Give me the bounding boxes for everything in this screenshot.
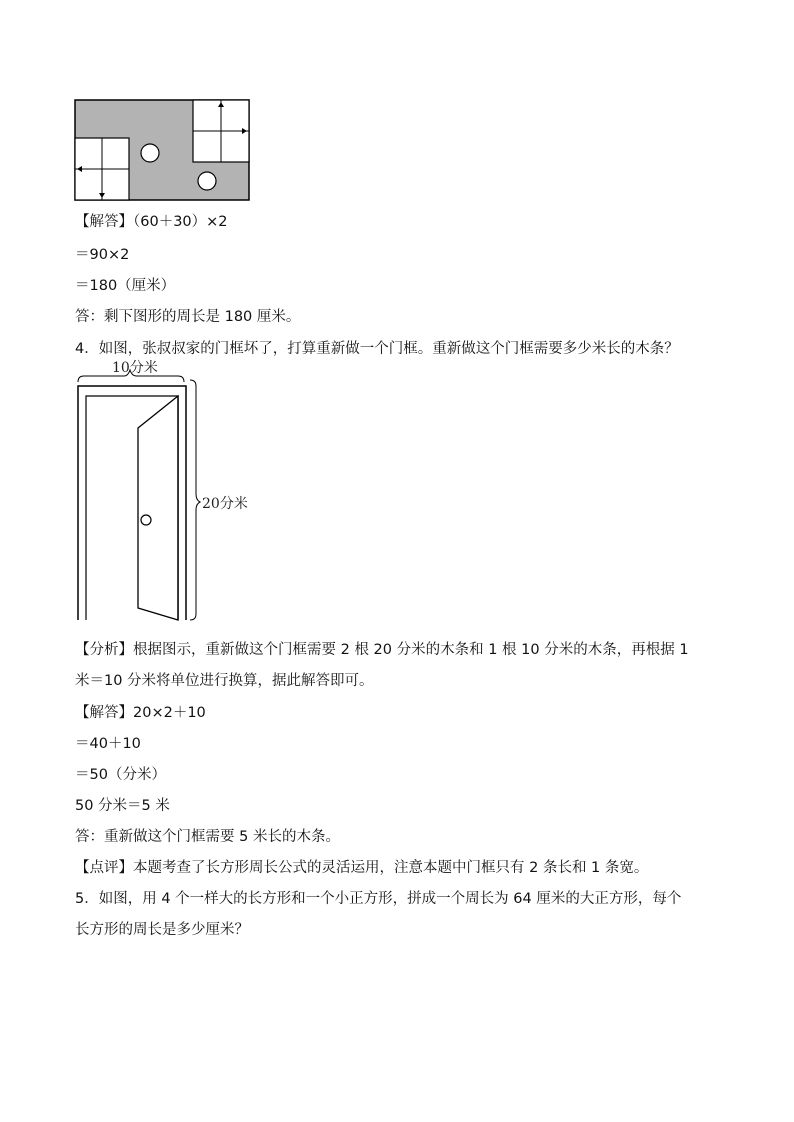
prev-answer-line1: 【解答】（60＋30）×2 [75, 214, 228, 230]
q4-answer-line4: 50 分米＝5 米 [75, 798, 170, 814]
prev-answer-line2: ＝90×2 [75, 247, 130, 263]
height-label: 20分米 [202, 496, 248, 512]
height-brace [190, 380, 200, 620]
circle-hole [198, 172, 216, 190]
analysis-line1: 【分析】根据图示，重新做这个门框需要 2 根 20 分米的木条和 1 根 10 分米的木条，再根据 1 [75, 642, 689, 658]
answer-label: 【解答】 [75, 705, 133, 721]
question-4: 4．如图，张叔叔家的门框坏了，打算重新做一个门框。重新做这个门框需要多少米长的木条？ [75, 341, 679, 357]
q4-answer-line1: 【解答】20×2＋10 [75, 705, 206, 721]
analysis-line2: 米＝10 分米将单位进行换算，据此解答即可。 [75, 673, 374, 689]
comment-line: 【点评】本题考查了长方形周长公式的灵活运用，注意本题中门框只有 2 条长和 1 条宽。 [75, 860, 649, 876]
width-label: 10分米 [112, 360, 158, 376]
comment-label: 【点评】 [75, 860, 133, 876]
q4-answer-line2: ＝40＋10 [75, 736, 141, 752]
prev-answer-final: 答：剩下图形的周长是 180 厘米。 [75, 309, 301, 325]
prev-answer-line3: ＝180（厘米） [75, 278, 176, 294]
door-knob-icon [141, 515, 151, 525]
q4-answer-line3: ＝50（分米） [75, 767, 166, 783]
analysis-label: 【分析】 [75, 642, 133, 658]
answer-label: 【解答】 [75, 214, 133, 230]
q4-answer-final: 答：重新做这个门框需要 5 米长的木条。 [75, 829, 340, 845]
cut-shape-figure [73, 98, 253, 208]
circle-hole [141, 144, 159, 162]
question-5-line2: 长方形的周长是多少厘米？ [75, 922, 249, 938]
question-5-line1: 5．如图，用 4 个一样大的长方形和一个小正方形，拼成一个周长为 64 厘米的大正方形，每个 [75, 891, 682, 907]
door-frame-figure [74, 360, 254, 628]
door-leaf [138, 396, 178, 620]
